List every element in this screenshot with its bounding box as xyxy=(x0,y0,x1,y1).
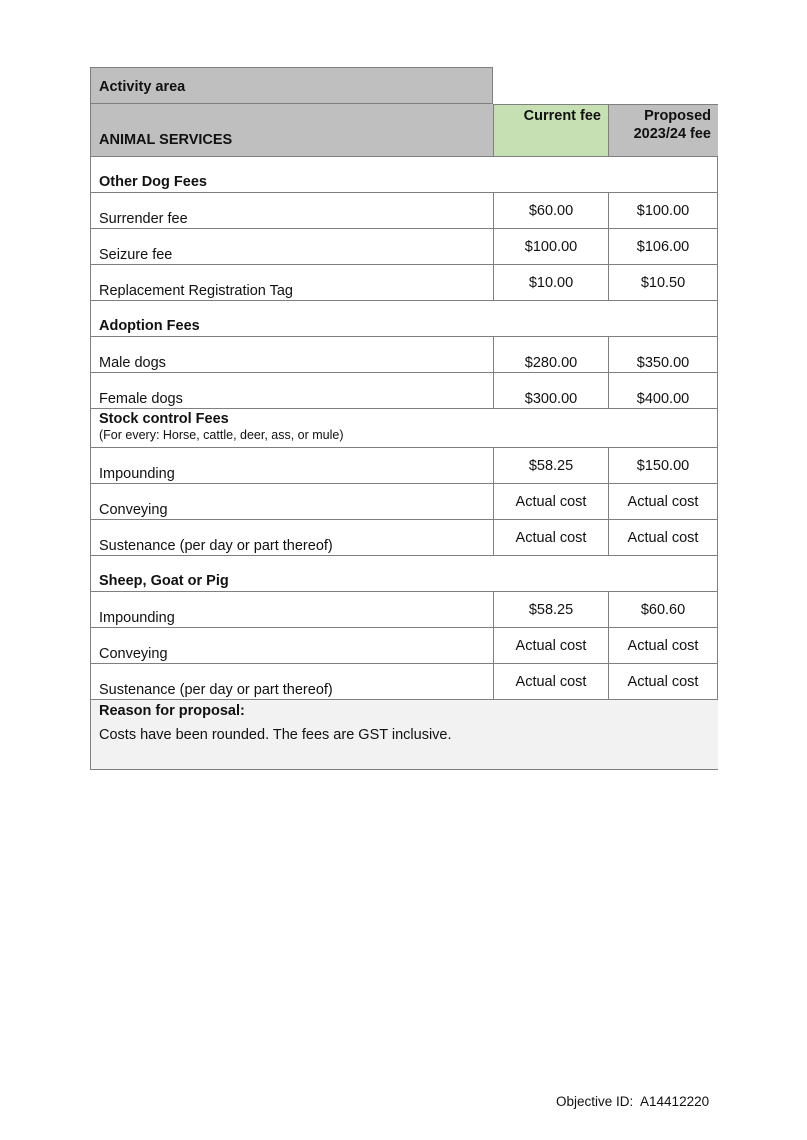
table-row xyxy=(90,520,718,556)
proposed-fee: Actual cost xyxy=(608,628,718,664)
fee-item: Sustenance (per day or part thereof) xyxy=(90,664,493,700)
section-title: Sheep, Goat or Pig xyxy=(99,573,229,589)
fee-item: Conveying xyxy=(90,628,493,664)
current-fee: $280.00 xyxy=(493,337,608,373)
current-fee: $58.25 xyxy=(493,448,608,484)
proposed-fee: Actual cost xyxy=(608,484,718,520)
current-fee: $100.00 xyxy=(493,229,608,265)
table-row xyxy=(90,448,718,484)
table-row xyxy=(90,229,718,265)
proposed-fee-header-line2: 2023/24 fee xyxy=(633,126,711,142)
current-fee: Actual cost xyxy=(493,628,608,664)
fee-item: Seizure fee xyxy=(90,229,493,265)
current-fee: Actual cost xyxy=(493,484,608,520)
proposed-fee: Actual cost xyxy=(608,664,718,700)
table-row xyxy=(90,265,718,301)
service-name: ANIMAL SERVICES xyxy=(90,104,493,157)
proposed-fee-header-line1: Proposed xyxy=(644,108,711,124)
fee-item: Conveying xyxy=(90,484,493,520)
section-heading-other-dog-fees xyxy=(90,157,718,193)
proposed-fee: $60.60 xyxy=(608,592,718,628)
proposed-fee: $100.00 xyxy=(608,193,718,229)
section-heading-sheep-goat-pig xyxy=(90,556,718,592)
section-title: Stock control Fees xyxy=(99,411,229,427)
table-row xyxy=(90,484,718,520)
table-header-row-activity xyxy=(90,67,718,104)
objective-id: Objective ID: A14412220 xyxy=(556,1094,710,1109)
proposed-fee: $150.00 xyxy=(608,448,718,484)
fee-item: Impounding xyxy=(90,448,493,484)
table-row xyxy=(90,373,718,409)
reason-text: Costs have been rounded. The fees are GST inclusive. xyxy=(99,727,452,743)
fee-item: Replacement Registration Tag xyxy=(90,265,493,301)
activity-area-label: Activity area xyxy=(90,67,493,104)
fee-item: Impounding xyxy=(90,592,493,628)
table-row xyxy=(90,628,718,664)
table-header-row-columns xyxy=(90,104,718,157)
proposed-fee: $350.00 xyxy=(608,337,718,373)
current-fee: $300.00 xyxy=(493,373,608,409)
proposed-fee: $106.00 xyxy=(608,229,718,265)
current-fee: $58.25 xyxy=(493,592,608,628)
table-row xyxy=(90,193,718,229)
fee-table xyxy=(90,67,718,770)
table-row xyxy=(90,592,718,628)
current-fee: Actual cost xyxy=(493,520,608,556)
current-fee: $60.00 xyxy=(493,193,608,229)
section-title: Adoption Fees xyxy=(99,318,200,334)
proposed-fee: $10.50 xyxy=(608,265,718,301)
current-fee-header: Current fee xyxy=(493,104,608,157)
proposed-fee: Actual cost xyxy=(608,520,718,556)
fee-item: Male dogs xyxy=(90,337,493,373)
current-fee: $10.00 xyxy=(493,265,608,301)
proposed-fee: $400.00 xyxy=(608,373,718,409)
fee-item: Surrender fee xyxy=(90,193,493,229)
table-row xyxy=(90,664,718,700)
section-heading-adoption-fees xyxy=(90,301,718,337)
current-fee: Actual cost xyxy=(493,664,608,700)
fee-item: Female dogs xyxy=(90,373,493,409)
section-title: Other Dog Fees xyxy=(99,174,207,190)
table-row xyxy=(90,337,718,373)
section-note: (For every: Horse, cattle, deer, ass, or mule) xyxy=(99,428,344,442)
section-heading-stock-control-fees xyxy=(90,409,718,448)
fee-item: Sustenance (per day or part thereof) xyxy=(90,520,493,556)
reason-for-proposal xyxy=(90,700,718,770)
proposed-fee-header xyxy=(608,104,718,157)
reason-label: Reason for proposal: xyxy=(99,703,245,719)
section-title-block xyxy=(91,409,717,447)
